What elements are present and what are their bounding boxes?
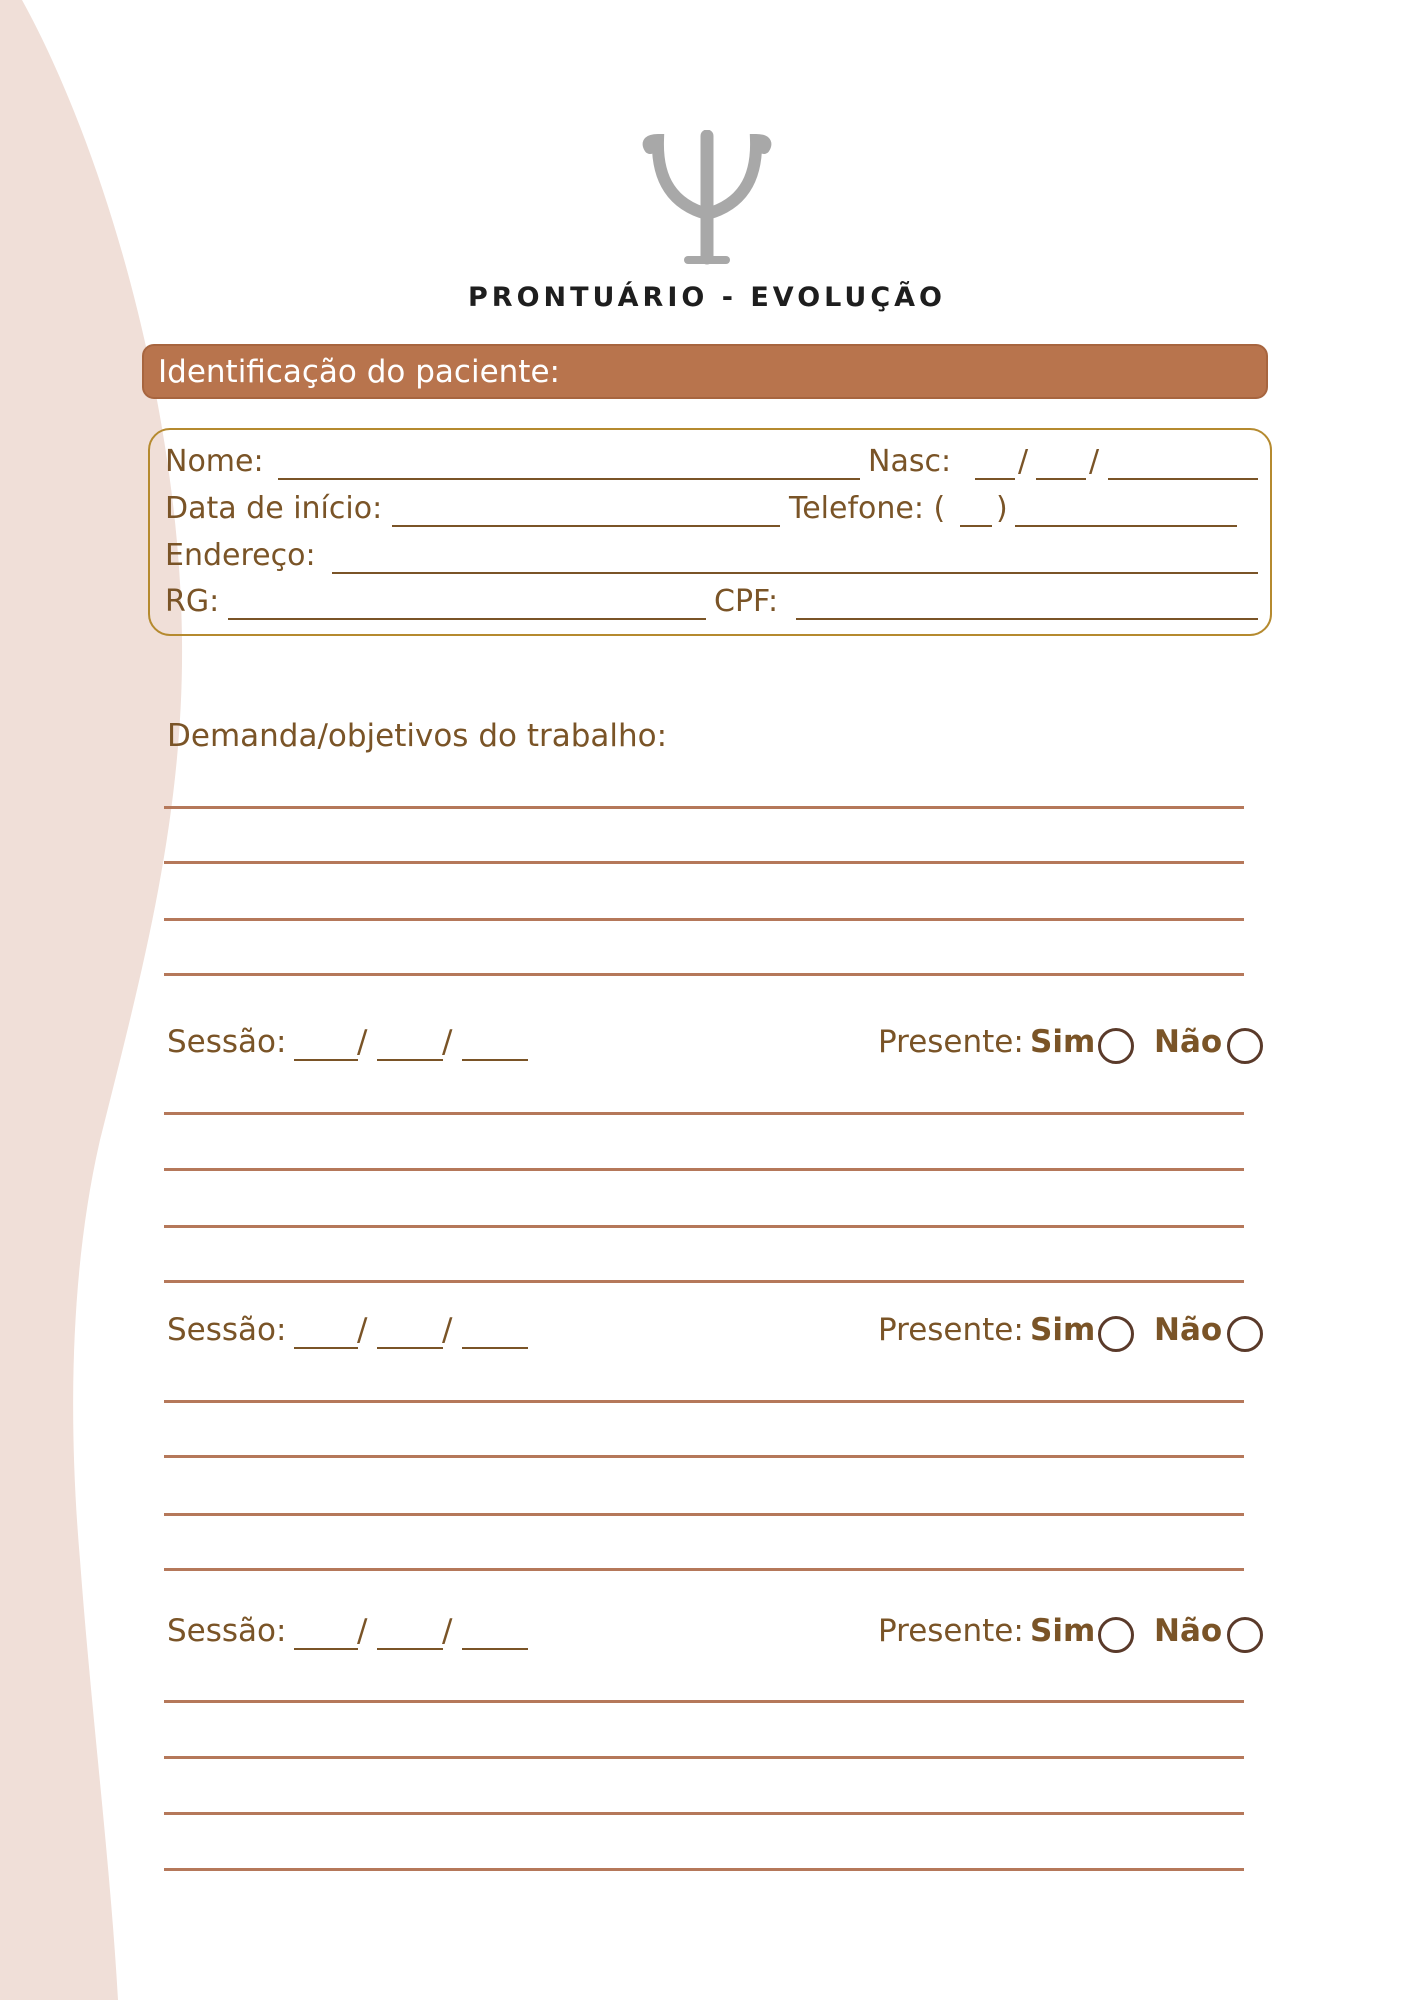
session-month-field[interactable] — [377, 1347, 443, 1349]
session-line[interactable] — [164, 1400, 1244, 1403]
session-line[interactable] — [164, 1756, 1244, 1759]
session-month-field[interactable] — [377, 1059, 443, 1061]
session-line[interactable] — [164, 1868, 1244, 1871]
session-line[interactable] — [164, 1700, 1244, 1703]
telefone-close: ) — [996, 491, 1008, 526]
nasc-month-field[interactable] — [1036, 478, 1086, 480]
session-year-field[interactable] — [462, 1648, 528, 1650]
session-day-field[interactable] — [294, 1059, 358, 1061]
presente-label: Presente: — [878, 1024, 1024, 1060]
nasc-label: Nasc: — [868, 444, 952, 479]
sim-radio[interactable] — [1098, 1028, 1134, 1064]
demanda-line[interactable] — [164, 918, 1244, 921]
session-slash: / — [357, 1024, 368, 1060]
nasc-day-field[interactable] — [975, 478, 1015, 480]
demanda-line[interactable] — [164, 806, 1244, 809]
nao-label: Não — [1154, 1024, 1223, 1060]
demanda-line[interactable] — [164, 861, 1244, 864]
sim-radio[interactable] — [1098, 1316, 1134, 1352]
nome-field[interactable] — [278, 478, 860, 480]
telefone-ddd-field[interactable] — [960, 525, 992, 527]
rg-label: RG: — [165, 584, 220, 619]
nao-radio[interactable] — [1227, 1316, 1263, 1352]
data-inicio-label: Data de início: — [165, 491, 383, 526]
identification-banner — [142, 344, 1268, 399]
nao-radio[interactable] — [1227, 1028, 1263, 1064]
session-line[interactable] — [164, 1112, 1244, 1115]
demanda-label: Demanda/objetivos do trabalho: — [167, 718, 668, 754]
session-line[interactable] — [164, 1568, 1244, 1571]
endereco-label: Endereço: — [165, 538, 316, 573]
presente-label: Presente: — [878, 1312, 1024, 1348]
session-year-field[interactable] — [462, 1347, 528, 1349]
session-slash: / — [357, 1312, 368, 1348]
cpf-field[interactable] — [796, 618, 1258, 620]
session-year-field[interactable] — [462, 1059, 528, 1061]
session-label: Sessão: — [167, 1613, 287, 1649]
session-slash: / — [442, 1024, 453, 1060]
session-label: Sessão: — [167, 1024, 287, 1060]
session-label: Sessão: — [167, 1312, 287, 1348]
nao-label: Não — [1154, 1613, 1223, 1649]
session-line[interactable] — [164, 1513, 1244, 1516]
session-line[interactable] — [164, 1812, 1244, 1815]
nao-label: Não — [1154, 1312, 1223, 1348]
nasc-slash: / — [1018, 444, 1029, 479]
session-slash: / — [442, 1312, 453, 1348]
cpf-label: CPF: — [714, 584, 779, 619]
sim-radio[interactable] — [1098, 1617, 1134, 1653]
rg-field[interactable] — [228, 618, 706, 620]
data-inicio-field[interactable] — [392, 525, 780, 527]
presente-label: Presente: — [878, 1613, 1024, 1649]
telefone-field[interactable] — [1015, 525, 1237, 527]
endereco-field[interactable] — [332, 572, 1258, 574]
sim-label: Sim — [1030, 1024, 1096, 1060]
session-slash: / — [357, 1613, 368, 1649]
identification-banner-label: Identificação do paciente: — [158, 354, 560, 390]
sim-label: Sim — [1030, 1312, 1096, 1348]
psi-symbol-icon — [640, 130, 775, 270]
sim-label: Sim — [1030, 1613, 1096, 1649]
session-line[interactable] — [164, 1225, 1244, 1228]
identification-box — [148, 428, 1272, 636]
session-day-field[interactable] — [294, 1648, 358, 1650]
session-line[interactable] — [164, 1280, 1244, 1283]
session-line[interactable] — [164, 1455, 1244, 1458]
session-month-field[interactable] — [377, 1648, 443, 1650]
session-day-field[interactable] — [294, 1347, 358, 1349]
demanda-line[interactable] — [164, 973, 1244, 976]
page-title: PRONTUÁRIO - EVOLUÇÃO — [468, 282, 946, 313]
nasc-slash: / — [1089, 444, 1100, 479]
nao-radio[interactable] — [1227, 1617, 1263, 1653]
session-slash: / — [442, 1613, 453, 1649]
nasc-year-field[interactable] — [1108, 478, 1258, 480]
telefone-label: Telefone: ( — [789, 491, 946, 526]
nome-label: Nome: — [165, 444, 264, 479]
session-line[interactable] — [164, 1168, 1244, 1171]
